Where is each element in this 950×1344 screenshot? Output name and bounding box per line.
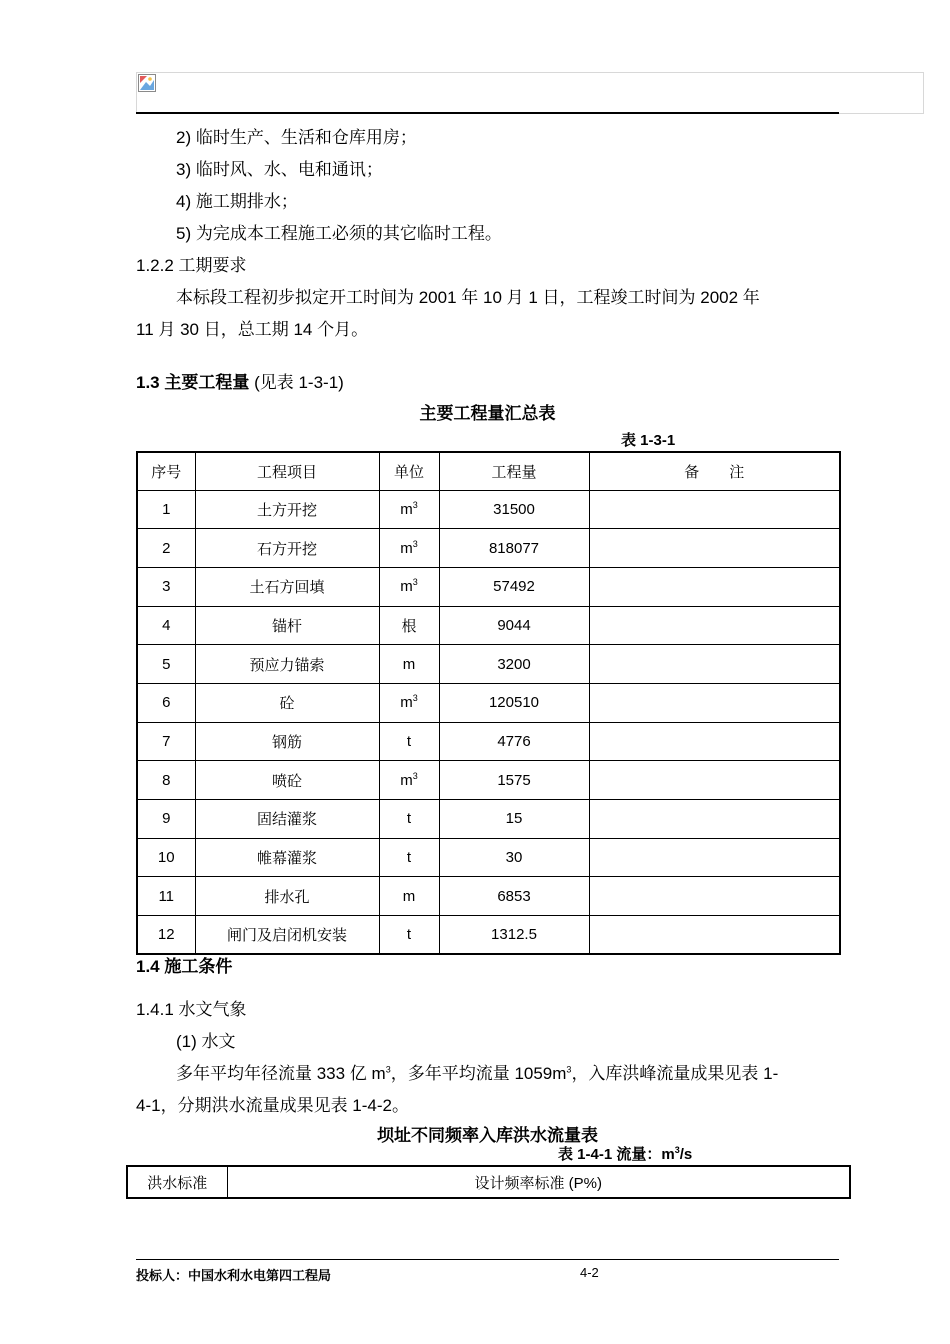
flood-table [126,1165,851,1199]
cell-item: 砼 [195,683,379,722]
table-row [137,529,840,568]
unit-text: m [400,578,413,596]
text-run: ，入库洪峰流量成果见表 1- [571,1064,779,1083]
cell-quantity: 15 [439,800,589,839]
cell-unit [379,916,439,955]
unit-superscript: 3 [412,693,418,704]
table2-number [558,1144,692,1166]
footer-bidder: 投标人：中国水利水电第四工程局 [136,1268,332,1283]
cell-number: 4 [137,606,195,645]
cell-number: 9 [137,800,195,839]
cell-note [589,800,840,839]
cell-unit [379,761,439,800]
cell-note [589,529,840,568]
cell-quantity: 31500 [439,490,589,529]
unit-text: m [400,500,413,518]
table-row [137,645,840,684]
cell-unit [379,490,439,529]
cell-item: 锚杆 [195,606,379,645]
table-row [137,800,840,839]
cell-note [589,645,840,684]
unit-text: t [406,849,412,867]
cell-item: 钢筋 [195,722,379,761]
cell-item: 喷砼 [195,761,379,800]
table-row [137,722,840,761]
unit-text: t [406,926,412,944]
cell-unit [379,529,439,568]
column-header: 备 注 [589,452,840,490]
page-number: 4-2 [580,1265,599,1280]
cell-unit [379,722,439,761]
section-heading-1-4-1: 1.4.1 水文气象 [136,1000,247,1019]
cell-unit [379,606,439,645]
table-row [137,490,840,529]
cell-item: 闸门及启闭机安装 [195,916,379,955]
cell-unit [379,683,439,722]
cell-number: 7 [137,722,195,761]
cell-quantity: 4776 [439,722,589,761]
cell-note [589,567,840,606]
superscript: 3 [385,1064,391,1075]
table-row [137,761,840,800]
cell-note [589,838,840,877]
hydrology-paragraph-line1 [176,1062,778,1086]
cell-note [589,490,840,529]
cell-unit [379,645,439,684]
cell-number: 6 [137,683,195,722]
column-header: 单位 [379,452,439,490]
unit-text: 根 [401,617,417,635]
broken-image-icon [138,74,156,92]
unit-superscript: 3 [412,499,418,510]
text-run: ，多年平均流量 1059m [390,1064,567,1083]
text-run: /s [679,1146,693,1163]
cell-number: 12 [137,916,195,955]
list-item: 5) 为完成本工程施工必须的其它临时工程。 [176,224,502,243]
cell-quantity: 30 [439,838,589,877]
cell-quantity: 3200 [439,645,589,684]
heading-tail: (见表 1-3-1) [249,373,344,392]
cell-item: 固结灌浆 [195,800,379,839]
header-box [136,72,924,114]
cell-number: 1 [137,490,195,529]
unit-text: m [400,694,413,712]
cell-number: 10 [137,838,195,877]
cell-unit [379,800,439,839]
cell-note [589,761,840,800]
footer-rule [136,1259,839,1260]
cell-quantity: 1575 [439,761,589,800]
column-header: 工程项目 [195,452,379,490]
cell-quantity: 120510 [439,683,589,722]
header-rule [136,112,839,114]
cell-item: 土方开挖 [195,490,379,529]
table-row [137,838,840,877]
column-header: 序号 [137,452,195,490]
schedule-paragraph-line1: 本标段工程初步拟定开工时间为 2001 年 10 月 1 日，工程竣工时间为 2002 年 [176,288,760,307]
cell-quantity: 57492 [439,567,589,606]
column-header: 洪水标准 [127,1166,227,1198]
table-header-row [137,452,840,490]
cell-unit [379,567,439,606]
cell-unit [379,838,439,877]
column-header: 工程量 [439,452,589,490]
superscript: 3 [674,1145,680,1155]
subsection-hydrology: (1) 水文 [176,1032,236,1051]
cell-quantity: 1312.5 [439,916,589,955]
section-heading-1-2-2: 1.2.2 工期要求 [136,256,247,275]
column-header: 设计频率标准 (P%) [227,1166,850,1198]
unit-text: t [406,810,412,828]
cell-item: 石方开挖 [195,529,379,568]
cell-item: 土石方回填 [195,567,379,606]
cell-item: 帷幕灌浆 [195,838,379,877]
table-row [137,877,840,916]
unit-text: m [400,539,413,557]
table-row [137,683,840,722]
cell-item: 预应力锚索 [195,645,379,684]
text-run: 多年平均年径流量 333 亿 m [176,1064,386,1083]
table-row [137,567,840,606]
schedule-paragraph-line2: 11 月 30 日，总工期 14 个月。 [136,320,369,339]
cell-number: 8 [137,761,195,800]
cell-unit [379,877,439,916]
quantity-table [136,451,841,955]
table-header-row [127,1166,850,1198]
list-item: 3) 临时风、水、电和通讯； [176,160,383,179]
list-item: 2) 临时生产、生活和仓库用房； [176,128,417,147]
hydrology-paragraph-line2: 4-1，分期洪水流量成果见表 1-4-2。 [136,1096,409,1115]
cell-quantity: 818077 [439,529,589,568]
cell-quantity: 6853 [439,877,589,916]
table-number: 表 1-3-1 [621,432,676,449]
cell-item: 排水孔 [195,877,379,916]
cell-number: 2 [137,529,195,568]
cell-number: 11 [137,877,195,916]
cell-note [589,606,840,645]
cell-note [589,683,840,722]
cell-note [589,916,840,955]
unit-superscript: 3 [412,770,418,781]
unit-superscript: 3 [412,538,418,549]
table-row [137,916,840,955]
section-heading-1-4: 1.4 施工条件 [136,957,233,976]
unit-text: m [402,655,416,673]
cell-note [589,877,840,916]
table-title: 主要工程量汇总表 [419,404,556,423]
superscript: 3 [566,1064,572,1075]
unit-superscript: 3 [412,577,418,588]
text-run: 表 1-4-1 流量：m [558,1146,675,1163]
cell-number: 3 [137,567,195,606]
cell-note [589,722,840,761]
cell-number: 5 [137,645,195,684]
heading-bold: 1.3 主要工程量 [136,373,250,392]
table2-title: 坝址不同频率入库洪水流量表 [377,1126,598,1145]
unit-text: t [406,732,412,750]
unit-text: m [400,771,413,789]
unit-text: m [402,887,416,905]
list-item: 4) 施工期排水； [176,192,298,211]
cell-quantity: 9044 [439,606,589,645]
table-row [137,606,840,645]
section-heading-1-3 [136,371,344,395]
